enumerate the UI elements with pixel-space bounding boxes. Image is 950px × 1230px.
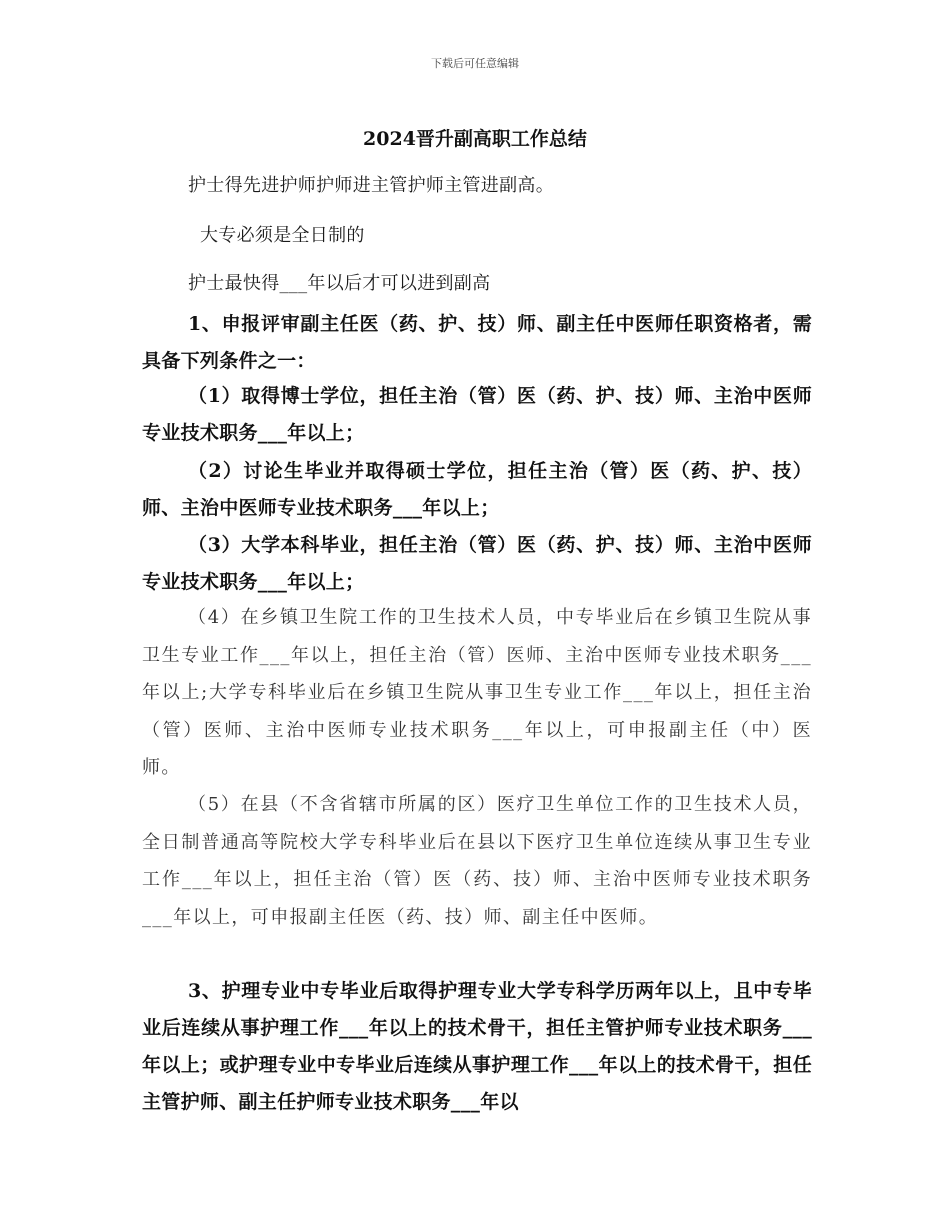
document-title: 2024晋升副高职工作总结 — [363, 128, 587, 150]
condition-3: （3）大学本科毕业，担任主治（管）医（药、护、技）师、主治中医师专业技术职务___年以上； — [142, 534, 812, 593]
condition-4: （4）在乡镇卫生院工作的卫生技术人员，中专毕业后在乡镇卫生院从事卫生专业工作___年以上，担任主治（管）医师、主治中医师专业技术职务___年以上;大学专科毕业后在乡镇卫生院从事卫生专业工作___年以上，担任主治（管）医师、主治中医师专业技术职务___年以上，可申报副主任（中）医师。 — [142, 607, 812, 778]
condition-2: （2）讨论生毕业并取得硕士学位，担任主治（管）医（药、护、技）师、主治中医师专业技术职务___年以上； — [142, 460, 812, 519]
item-1-heading: 1、申报评审副主任医（药、护、技）师、副主任中医师任职资格者，需具备下列条件之一： — [142, 313, 812, 372]
item-3-paragraph: 3、护理专业中专毕业后取得护理专业大学专科学历两年以上，且中专毕业后连续从事护理工作___年以上的技术骨干，担任主管护师专业技术职务___年以上；或护理专业中专毕业后连续从事护理工作___年以上的技术骨干，担任主管护师、副主任护师专业技术职务___年以 — [142, 980, 812, 1113]
condition-5: （5）在县（不含省辖市所属的区）医疗卫生单位工作的卫生技术人员，全日制普通高等院校大学专科毕业后在县以下医疗卫生单位连续从事卫生专业工作___年以上，担任主治（管）医（药、技）师、主治中医师专业技术职务___年以上，可申报副主任医（药、技）师、副主任中医师。 — [142, 794, 812, 928]
intro-line-3: 护士最快得___年以后才可以进到副高 — [188, 273, 491, 294]
intro-line-2: 大专必须是全日制的 — [200, 225, 365, 246]
condition-1: （1）取得博士学位，担任主治（管）医（药、护、技）师、主治中医师专业技术职务___年以上； — [142, 385, 812, 444]
page-header-note: 下载后可任意编辑 — [431, 57, 519, 70]
intro-line-1: 护士得先进护师护师进主管护师主管进副高。 — [188, 175, 554, 196]
